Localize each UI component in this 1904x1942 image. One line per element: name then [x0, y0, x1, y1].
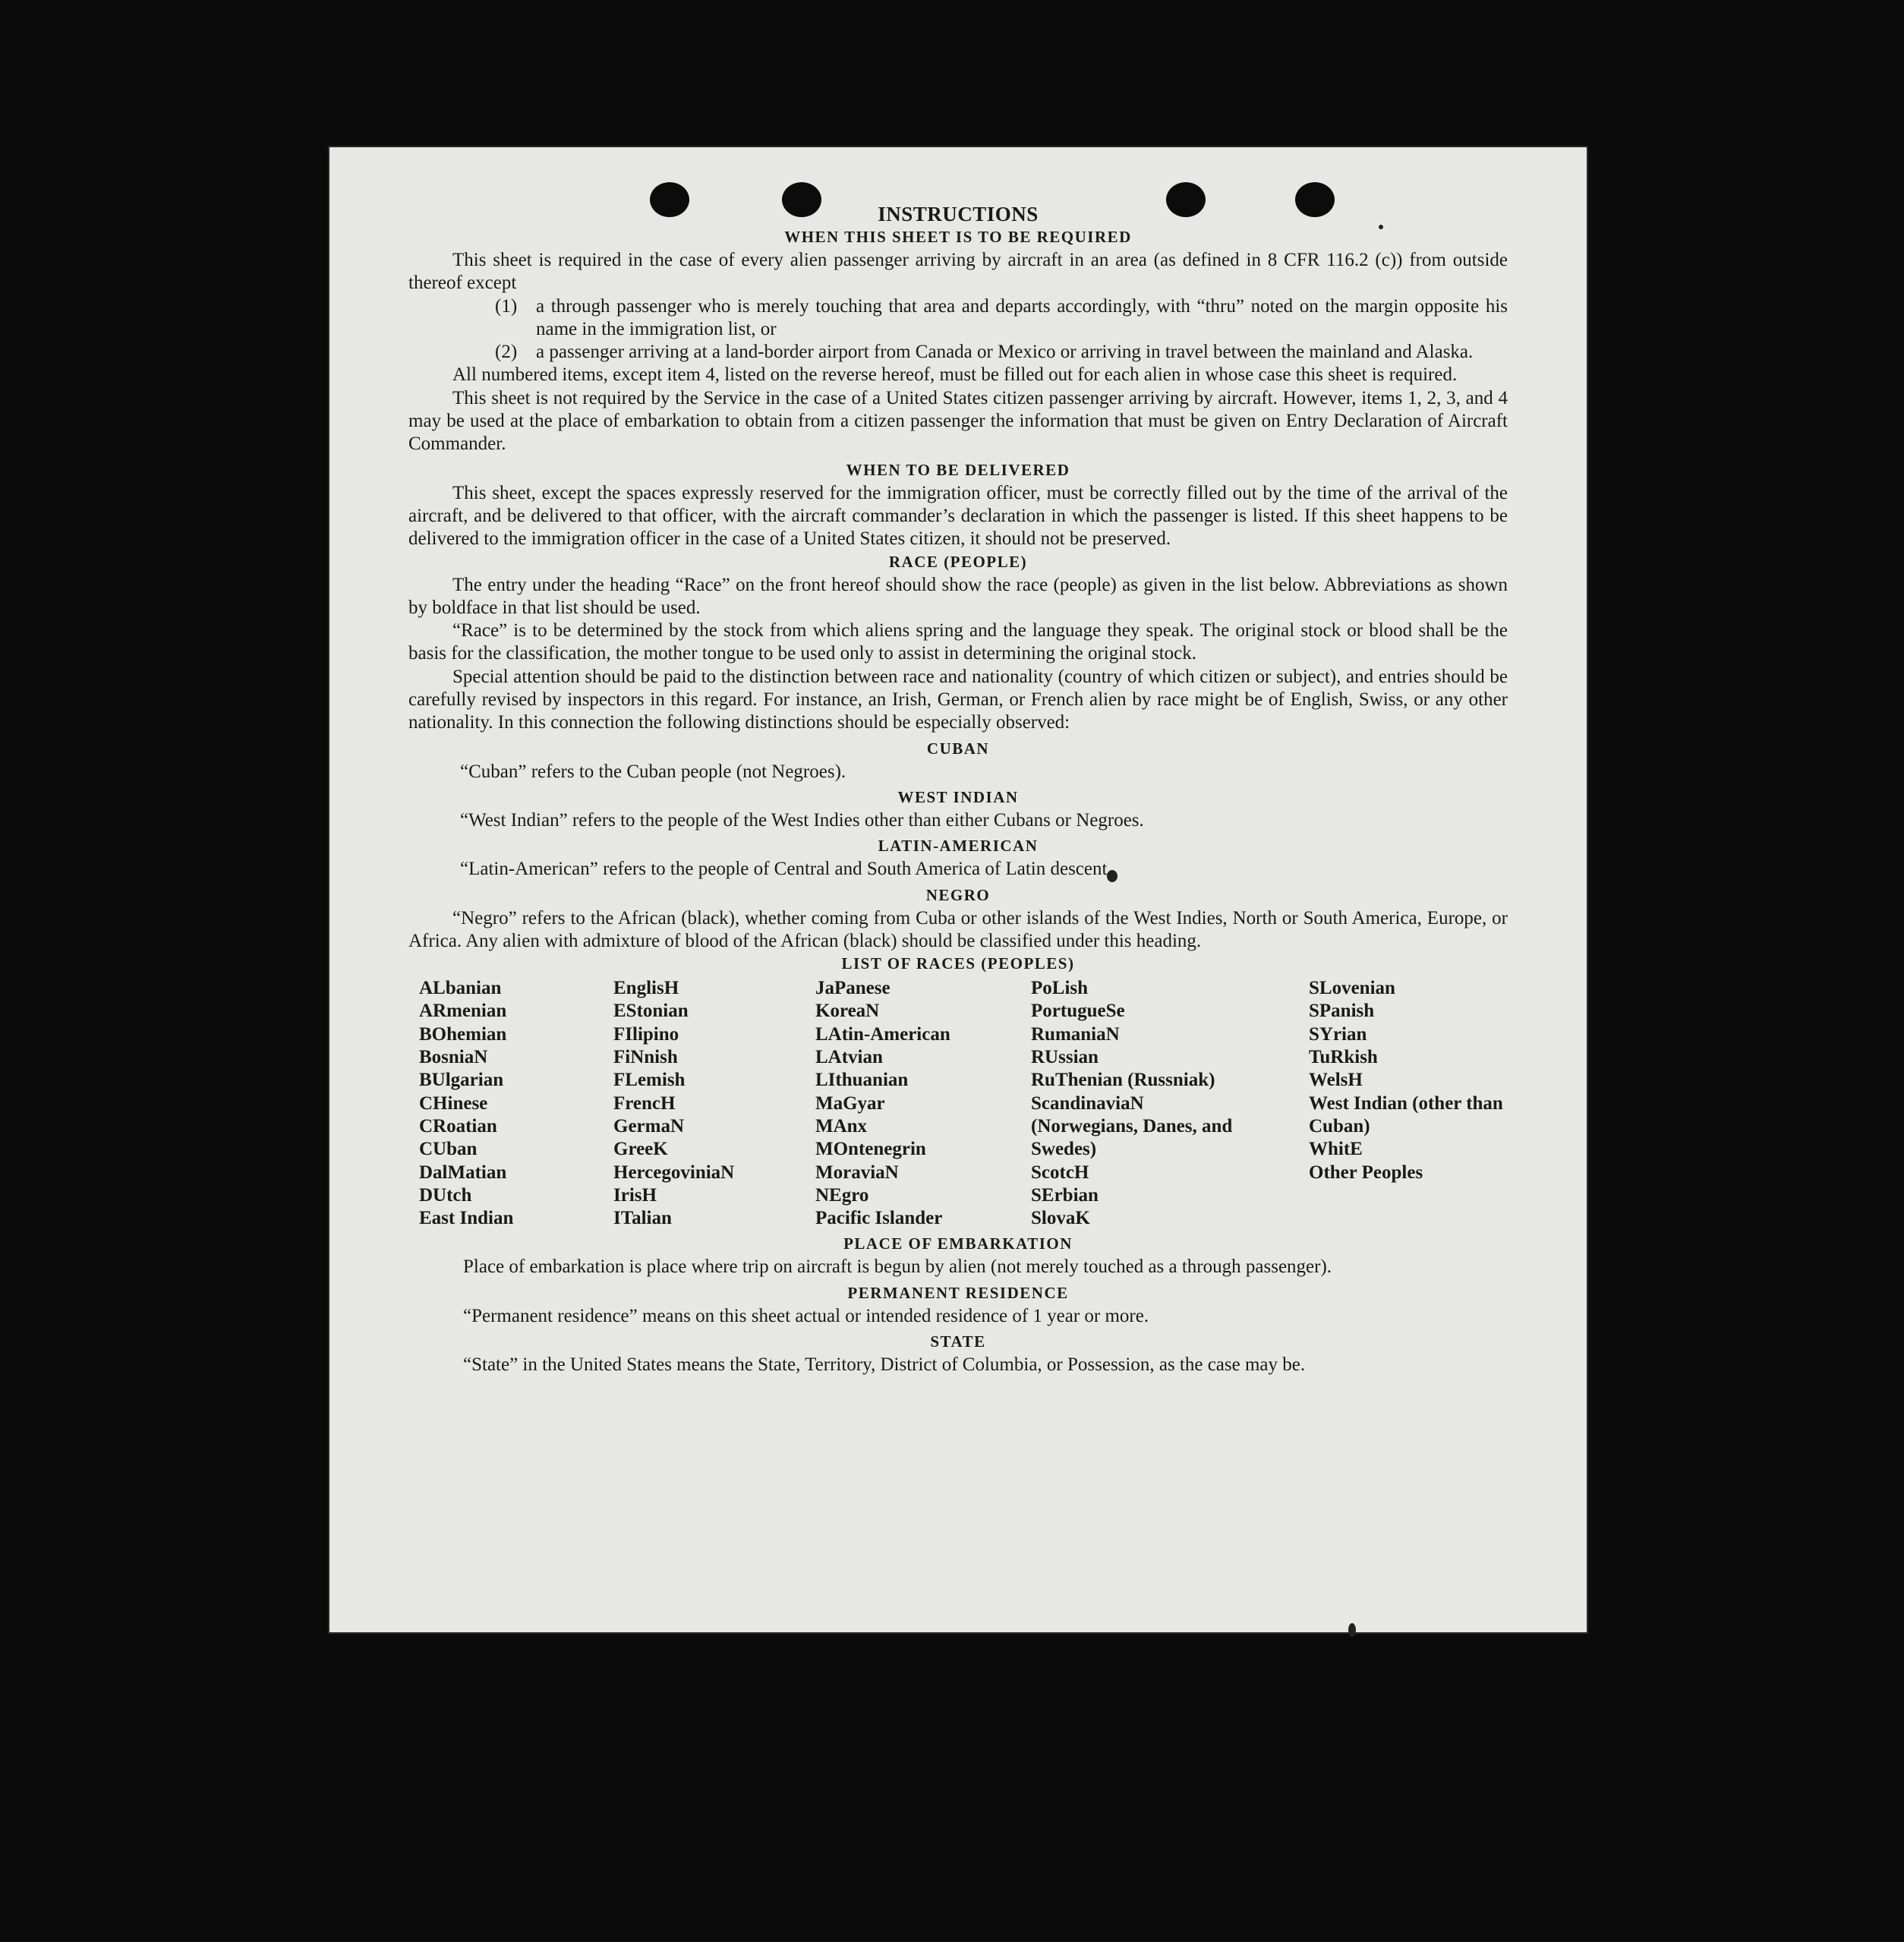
race-entry: NEgro	[815, 1184, 869, 1206]
race-entry: RUssian	[1031, 1047, 1099, 1068]
definition-text: “Latin-American” refers to the people of Central and South America of Latin descent.	[460, 859, 1112, 880]
race-entry: HercegoviniaN	[613, 1162, 735, 1183]
races-column-4	[1031, 977, 1309, 1230]
race-entry: FrencH	[613, 1092, 676, 1114]
section-heading-list-of-races: LIST OF RACES (PEOPLES)	[841, 954, 1075, 973]
exception-item	[495, 295, 1508, 342]
race-entry: GermaN	[613, 1115, 685, 1137]
ink-speck	[1348, 1623, 1356, 1637]
exception-number: (1)	[495, 295, 518, 317]
race-entry: WhitE	[1309, 1139, 1363, 1160]
definition-text: “Cuban” refers to the Cuban people (not Negroes).	[460, 761, 846, 782]
section-heading-embarkation: PLACE OF EMBARKATION	[843, 1234, 1073, 1253]
race-entry: TuRkish	[1309, 1047, 1378, 1068]
exception-item	[495, 341, 1508, 364]
definition-text: “Negro” refers to the African (black), whether coming from Cuba or other islands of the West Indies, North or South America, Europe, or Africa. Any alien with admixture of blood of the African (black) should be classified under this heading.	[408, 907, 1508, 951]
section-heading-residence: PERMANENT RESIDENCE	[847, 1283, 1069, 1302]
race-entry: ALbanian	[419, 978, 502, 999]
embarkation-text: Place of embarkation is place where trip on aircraft is begun by alien (not merely touched as a through passenger).	[463, 1256, 1332, 1278]
race-entry: Other Peoples	[1309, 1162, 1423, 1183]
section-heading-race: RACE (PEOPLE)	[888, 552, 1028, 571]
race-entry: MoraviaN	[815, 1162, 899, 1183]
race-entry: BOhemian	[419, 1023, 507, 1045]
definition-heading: LATIN-AMERICAN	[878, 837, 1039, 856]
race-entry: LAtvian	[815, 1047, 883, 1068]
when-required-intro: This sheet is required in the case of every alien passenger arriving by aircraft in an area (as defined in 8 CFR 116.2 (c)) from outside thereof except	[408, 250, 1508, 294]
race-paragraph-3: Special attention should be paid to the distinction between race and nationality (country of which citizen or subject), and entries should be carefully revised by inspectors in this regard. For instance, an Irish, German, or French alien by race might be of English, Swiss, or any other nationality. In this connection the following distinctions should be especially observed:	[408, 666, 1508, 733]
races-column-3	[815, 977, 1031, 1230]
page-title: INSTRUCTIONS	[878, 203, 1039, 225]
race-entry: MOntenegrin	[815, 1139, 926, 1160]
race-entry: ScandinaviaN (Norwegians, Danes, and Swedes)	[1031, 1092, 1233, 1160]
definition-text: “West Indian” refers to the people of the West Indies other than either Cubans or Negroes.	[460, 809, 1144, 831]
race-entry: WelsH	[1309, 1070, 1363, 1091]
race-entry: SYrian	[1309, 1023, 1367, 1045]
race-entry: MAnx	[815, 1115, 868, 1137]
section-heading-when-delivered: WHEN TO BE DELIVERED	[846, 460, 1070, 479]
exception-number: (2)	[495, 342, 518, 363]
race-entry: CHinese	[419, 1092, 488, 1114]
exception-text: a through passenger who is merely touching that area and departs accordingly, with “thru” noted on the margin opposite his name in the immigration list, or	[536, 295, 1508, 339]
race-entry: ITalian	[613, 1208, 672, 1229]
race-entry: PortugueSe	[1031, 1001, 1125, 1022]
race-entry: SErbian	[1031, 1184, 1099, 1206]
race-entry: PoLish	[1031, 978, 1089, 999]
race-entry: ScotcH	[1031, 1162, 1089, 1183]
race-entry: FIlipino	[613, 1023, 679, 1045]
race-entry: EnglisH	[613, 978, 679, 999]
citizen-paragraph: This sheet is not required by the Service in the case of a United States citizen passenger arriving by aircraft. However, items 1, 2, 3, and 4 may be used at the place of embarkation to obtain from a citizen passenger the information that must be given on Entry Declaration of Aircraft Commander.	[408, 387, 1508, 455]
when-delivered-text: This sheet, except the spaces expressly reserved for the immigration officer, must be correctly filled out by the time of the arrival of the aircraft, and be delivered to that officer, with the aircraft commander’s declaration in which the passenger is listed. If this sheet happens to be delivered to the immigration officer in the case of a United States citizen, it should not be preserved.	[408, 482, 1508, 550]
state-text: “State” in the United States means the State, Territory, District of Columbia, or Possession, as the case may be.	[463, 1354, 1306, 1375]
race-entry: JaPanese	[815, 978, 891, 999]
definition-heading: NEGRO	[925, 885, 991, 904]
races-column-1	[408, 977, 613, 1230]
residence-text: “Permanent residence” means on this sheet actual or intended residence of 1 year or more.	[463, 1305, 1149, 1326]
race-entry: BUlgarian	[419, 1070, 504, 1091]
race-entry: SPanish	[1309, 1001, 1375, 1022]
numbered-items-paragraph: All numbered items, except item 4, listed on the reverse hereof, must be filled out for each alien in whose case this sheet is required.	[452, 364, 1458, 386]
section-heading-when-required: WHEN THIS SHEET IS TO BE REQUIRED	[784, 228, 1132, 246]
definition-heading: CUBAN	[926, 739, 990, 758]
race-entry: KoreaN	[815, 1001, 880, 1022]
race-entry: EStonian	[613, 1001, 689, 1022]
race-entry: LAtin-American	[815, 1023, 950, 1045]
races-column-2	[613, 977, 815, 1230]
race-entry: DUtch	[419, 1184, 472, 1206]
race-entry: SLovenian	[1309, 978, 1395, 999]
race-entry: East Indian	[419, 1208, 514, 1229]
instructions-text	[408, 202, 1508, 1376]
race-entry: DalMatian	[419, 1162, 507, 1183]
race-entry: BosniaN	[419, 1047, 488, 1068]
race-entry: FiNnish	[613, 1047, 678, 1068]
race-entry: GreeK	[613, 1139, 668, 1160]
race-entry: RuThenian (Russniak)	[1031, 1070, 1215, 1091]
races-table	[408, 977, 1508, 1230]
race-entry: SlovaK	[1031, 1208, 1090, 1229]
race-entry: FLemish	[613, 1070, 686, 1091]
exception-text: a passenger arriving at a land-border airport from Canada or Mexico or arriving in travel between the mainland and Alaska.	[536, 342, 1474, 363]
race-entry: IrisH	[613, 1184, 657, 1206]
race-entry: MaGyar	[815, 1092, 885, 1114]
race-paragraph-2: “Race” is to be determined by the stock from which aliens spring and the language they speak. The original stock or blood shall be the basis for the classification, the mother tongue to be used only to assist in determining the original stock.	[408, 620, 1508, 664]
section-heading-state: STATE	[930, 1332, 986, 1351]
race-entry: Pacific Islander	[815, 1208, 943, 1229]
race-entry: LIthuanian	[815, 1070, 909, 1091]
race-entry: RumaniaN	[1031, 1023, 1120, 1045]
race-paragraph-1: The entry under the heading “Race” on the front hereof should show the race (people) as given in the list below. Abbreviations as shown by boldface in that list should be used.	[408, 574, 1508, 618]
definition-heading: WEST INDIAN	[897, 787, 1019, 806]
race-entry: ARmenian	[419, 1001, 507, 1022]
race-entry: CUban	[419, 1139, 478, 1160]
races-column-5	[1309, 977, 1508, 1230]
race-entry: West Indian (other than Cuban)	[1309, 1092, 1503, 1137]
race-entry: CRoatian	[419, 1115, 497, 1137]
